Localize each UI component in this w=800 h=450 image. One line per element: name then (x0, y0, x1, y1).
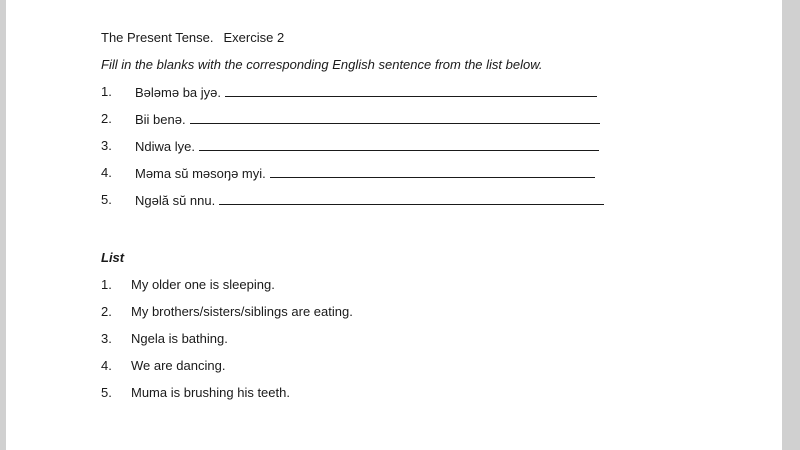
list-item-text: Muma is brushing his teeth. (131, 385, 290, 400)
question-row (0, 111, 800, 127)
list-item (0, 277, 800, 293)
exercise-label: Exercise 2 (223, 30, 285, 45)
question-number: 3. (101, 138, 112, 153)
question-row (0, 192, 800, 208)
answer-blank[interactable] (270, 165, 595, 178)
list-item (0, 331, 800, 347)
list-item-number: 4. (101, 358, 112, 373)
list-item-text: Ngela is bathing. (131, 331, 228, 346)
answer-blank[interactable] (225, 84, 597, 97)
question-row (0, 165, 800, 181)
question-number: 1. (101, 84, 112, 99)
question-number: 4. (101, 165, 112, 180)
question-text: Ndiwa lye. (135, 139, 195, 154)
question-row (0, 84, 800, 100)
question-row (0, 138, 800, 154)
list-heading: List (101, 250, 125, 265)
question-number: 5. (101, 192, 112, 207)
list-item (0, 358, 800, 374)
answer-blank[interactable] (190, 111, 600, 124)
question-text: Ngəlă sŭ nnu. (135, 193, 216, 208)
answer-blank[interactable] (219, 192, 604, 205)
list-item-number: 1. (101, 277, 112, 292)
slide-frame-right (782, 0, 800, 450)
list-item-number: 3. (101, 331, 112, 346)
list-item-number: 5. (101, 385, 112, 400)
instruction-text: Fill in the blanks with the corresponding English sentence from the list below. (101, 57, 543, 72)
list-item-text: We are dancing. (131, 358, 226, 373)
title-text: The Present Tense. (101, 30, 214, 45)
slide-frame-left (0, 0, 6, 450)
list-item (0, 385, 800, 401)
document-title (101, 30, 284, 46)
question-text: Bii benə. (135, 112, 186, 127)
question-number: 2. (101, 111, 112, 126)
question-text: Bələmə ba jyə. (135, 85, 221, 100)
answer-blank[interactable] (199, 138, 599, 151)
list-item-text: My brothers/sisters/siblings are eating. (131, 304, 353, 319)
question-text: Məma sŭ məsoŋə myi. (135, 166, 266, 181)
list-item-text: My older one is sleeping. (131, 277, 275, 292)
list-item-number: 2. (101, 304, 112, 319)
list-item (0, 304, 800, 320)
